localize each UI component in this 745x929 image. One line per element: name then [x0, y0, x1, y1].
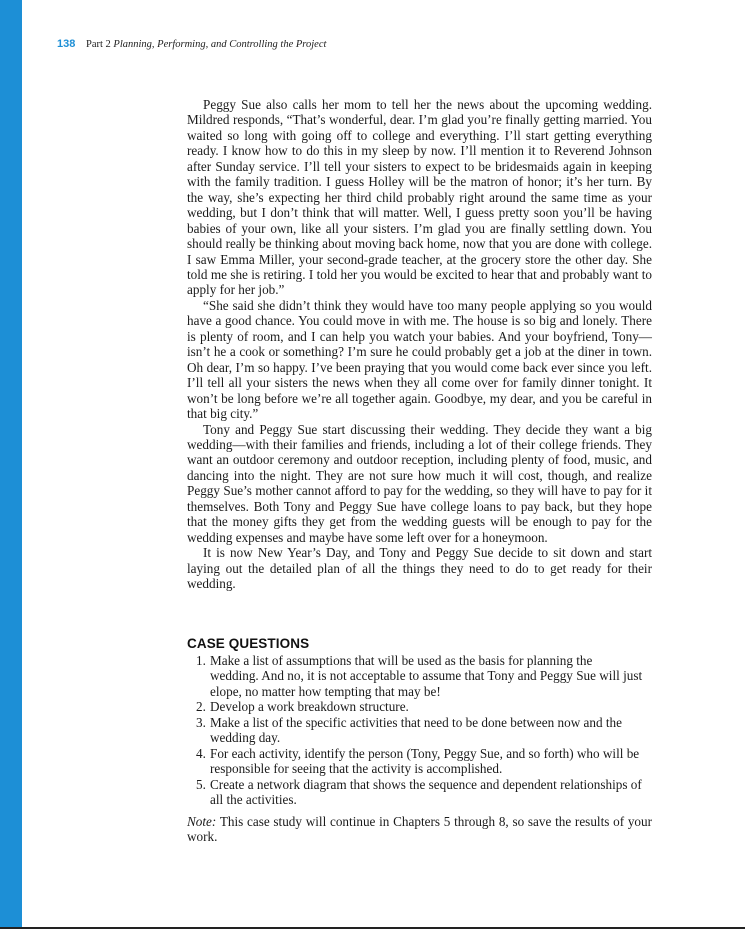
- question-item: [187, 699, 652, 714]
- question-number: 2.: [196, 699, 206, 715]
- question-number: 3.: [196, 714, 206, 730]
- question-number: 1.: [196, 653, 206, 668]
- question-text: Make a list of assumptions that will be used as the basis for planning the wedding. And no, it is not acceptable to assume that Tony and Peggy Sue will just elope, no matter how tempting that may be!: [210, 653, 643, 699]
- case-narrative: [187, 97, 652, 592]
- running-head: [57, 38, 326, 50]
- question-item: [187, 715, 652, 746]
- question-item: [187, 653, 652, 699]
- question-number: 4.: [196, 745, 206, 761]
- left-accent-bar: [0, 0, 22, 929]
- question-number: 5.: [196, 776, 206, 792]
- case-questions-list: [187, 653, 652, 808]
- question-text: Make a list of the specific activities that need to be done between now and the wedding day.: [210, 714, 622, 746]
- note-text: This case study will continue in Chapters 5 through 8, so save the results of your work.: [187, 814, 652, 845]
- part-title: Planning, Performing, and Controlling the Project: [113, 39, 327, 50]
- paragraph: Peggy Sue also calls her mom to tell her the news about the upcoming wedding. Mildred responds, “That’s wonderful, dear. I’m glad you’re finally getting married. You waited so long with going off to college and everything. I’ll start getting everything ready. I know how to do this in my sleep by now. I’ll mention it to Reverend Johnson after Sunday service. I’ll tell your sisters to expect to be bridesmaids again in keeping with the family tradition. I guess Holley will be the matron of honor; it’s her turn. By the way, she’s expecting her third child probably right around the same time as your wedding, but I don’t think that will matter. Well, I guess pretty soon you’ll be having babies of your own, like all your sisters. I’m glad you are finally settling down. You should really be thinking about moving back home, now that you are done with college. I saw Emma Miller, your second-grade teacher, at the grocery store the other day. She told me she is retiring. I told her you would be excited to hear that and probably want to apply for her job.”: [187, 97, 652, 298]
- question-item: [187, 777, 652, 808]
- question-text: Create a network diagram that shows the sequence and dependent relationships of all the activities.: [210, 776, 642, 808]
- question-text: For each activity, identify the person (Tony, Peggy Sue, and so forth) who will be responsible for seeing that the activity is accomplished.: [210, 745, 640, 777]
- case-questions-heading: CASE QUESTIONS: [187, 636, 310, 651]
- case-note: [187, 814, 652, 845]
- question-item: [187, 746, 652, 777]
- note-label: Note:: [187, 814, 217, 829]
- paragraph: Tony and Peggy Sue start discussing their wedding. They decide they want a big wedding—with their families and friends, including a lot of their college friends. They want an outdoor ceremony and outdoor reception, including plenty of food, music, and dancing into the night. They are not sure how much it will cost, though, and realize Peggy Sue’s mother cannot afford to pay for the wedding, so they will have to pay for it themselves. Both Tony and Peggy Sue have college loans to pay back, but they hope that the money gifts they get from the wedding guests will be enough to pay for the wedding expenses and maybe have some left over for a honeymoon.: [187, 421, 652, 545]
- page-number: 138: [57, 38, 76, 50]
- paragraph: It is now New Year’s Day, and Tony and Peggy Sue decide to sit down and start laying out the detailed plan of all the things they need to do to get ready for their wedding.: [187, 545, 652, 592]
- part-label: Part 2: [85, 39, 111, 50]
- question-text: Develop a work breakdown structure.: [210, 699, 409, 715]
- paragraph: “She said she didn’t think they would have too many people applying so you would have a good chance. You could move in with me. The house is so big and lonely. There is plenty of room, and I can help you watch your babies. And your boyfriend, Tony—isn’t he a cook or something? I’m sure he could probably get a job at the diner in town. Oh dear, I’m so happy. I’ve been praying that you would come back ever since you left. I’ll tell all your sisters the news when they all come over for family dinner tonight. It won’t be long before we’re all together again. Goodbye, my dear, and you be careful in that big city.”: [187, 297, 652, 422]
